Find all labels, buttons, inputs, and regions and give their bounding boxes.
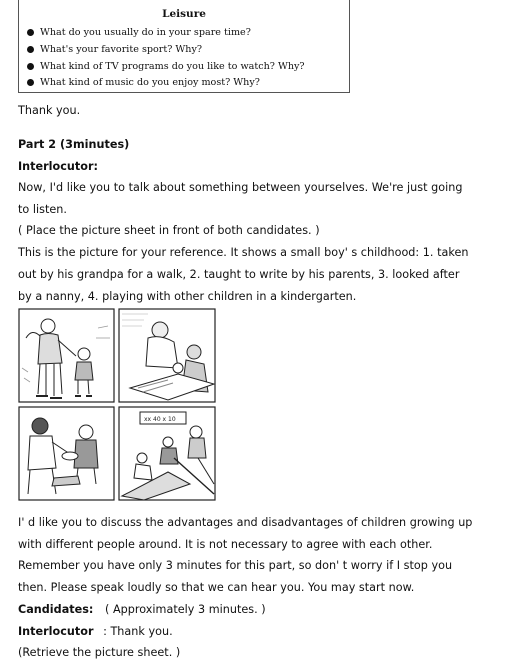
instruction-line: I' d like you to discuss the advantages and disadvantages of children growing up [18,516,473,529]
boy-figure [75,348,93,396]
leisure-question-box [18,0,350,93]
candidates-text: ( Approximately 3 minutes. ) [105,603,266,616]
blackboard-text: xx 40 x 10 [144,416,176,423]
instruction-line: Now, I'd like you to talk about something between yourselves. We're just going [18,181,463,194]
instruction-line: out by his grandpa for a walk, 2. taught to write by his parents, 3. looked after [18,268,460,281]
panel-grandpa-walk [19,309,114,402]
stage-direction: (Retrieve the picture sheet. ) [18,646,181,659]
instruction-line: with different people around. It is not necessary to agree with each other. [18,538,433,551]
interlocutor-label: Interlocutor [18,625,94,638]
bullet-icon [27,63,34,70]
instruction-line: This is the picture for your reference. It shows a small boy' s childhood: 1. taken [18,246,469,259]
instruction-line: to listen. [18,203,67,216]
instruction-line: by a nanny, 4. playing with other children in a kindergarten. [18,290,357,303]
thank-you-line: Thank you. [18,104,81,117]
candidates-label: Candidates: [18,603,94,616]
stage-direction: ( Place the picture sheet in front of both candidates. ) [18,224,320,237]
picture-sheet [18,308,216,501]
children-playing [122,426,214,500]
candidates-line [18,603,266,616]
leisure-item: What kind of music do you enjoy most? Why? [27,77,260,88]
bullet-icon [27,79,34,86]
bullet-icon [27,46,34,53]
instruction-line: Remember you have only 3 minutes for this part, so don' t worry if I stop you [18,559,453,572]
interlocutor-label: Interlocutor: [18,160,98,173]
leisure-item: What kind of TV programs do you like to watch? Why? [27,61,305,72]
part-heading: Part 2 (3minutes) [18,138,130,151]
parents-figures [130,322,214,400]
interlocutor-line [18,625,173,638]
grandpa-figure [26,319,76,398]
interlocutor-text: : Thank you. [103,625,173,638]
leisure-item: What's your favorite sport? Why? [27,44,202,55]
bullet-icon [27,29,34,36]
child-with-nanny [52,425,98,486]
leisure-item: What do you usually do in your spare time? [27,27,251,38]
instruction-line: then. Please speak loudly so that we can hear you. You may start now. [18,581,415,594]
leisure-title: Leisure [162,8,206,20]
